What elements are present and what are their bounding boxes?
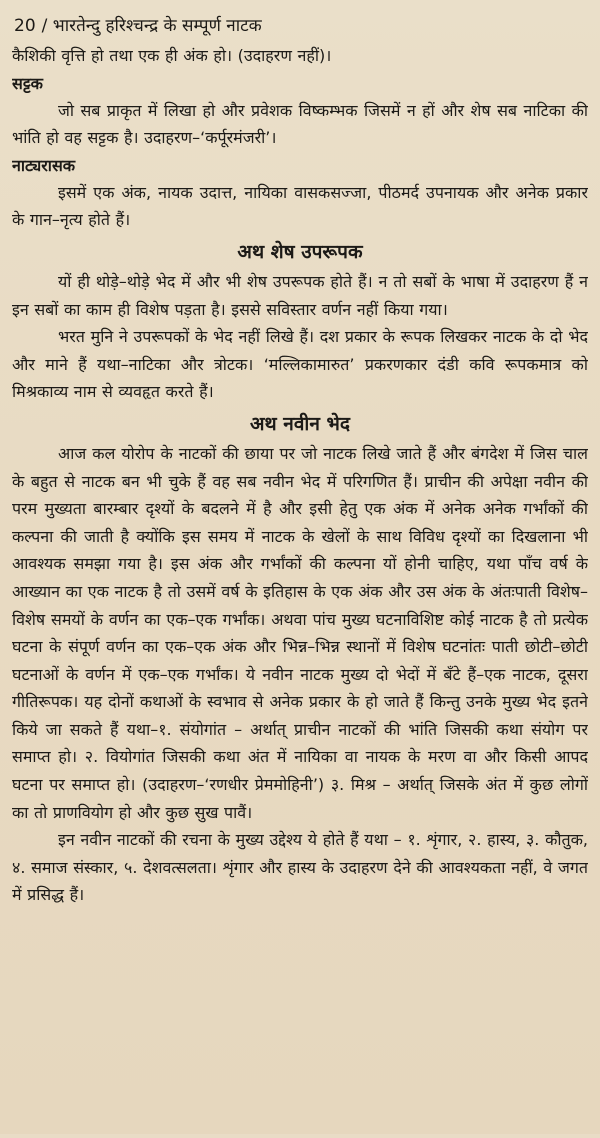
natyarasak-heading: नाट्यरासक: [12, 155, 76, 175]
intro-line: कैशिकी वृत्ति हो तथा एक ही अंक हो। (उदाहरण नहीं)।: [12, 46, 332, 65]
running-title: / भारतेन्दु हरिश्चन्द्र के सम्पूर्ण नाटक: [41, 16, 262, 36]
navin-paragraph-2: इन नवीन नाटकों की रचना के मुख्य उद्देश्य ये होते हैं यथा – १. शृंगार, २. हास्य, ३. कौतुक, ४. समाज संस्कार, ५. देशवत्सलता। शृंगार और हास्य के उदाहरण देने की आवश्यकता नहीं, वे जगत में प्रसिद्ध हैं।: [12, 830, 588, 905]
sattak-heading: सट्टक: [12, 73, 43, 93]
shesh-paragraph-2: भरत मुनि ने उपरूपकों के भेद नहीं लिखे हैं। दश प्रकार के रूपक लिखकर नाटक के दो भेद और माने हैं यथा–नाटिका और त्रोटक। ‘मल्लिकामारुत’ प्रकरणकार दंडी कवि रूपकमात्र को मिश्रकाव्य नाम से व्यवहृत करते हैं।: [12, 327, 588, 402]
section-title-navin-bhed: अथ नवीन भेद: [250, 412, 350, 435]
navin-paragraph-1: आज कल योरोप के नाटकों की छाया पर जो नाटक लिखे जाते हैं और बंगदेश में जिस चाल के बहुत से नाटक बन भी चुके हैं वह सब नवीन भेद में परिगणित हैं। प्राचीन की अपेक्षा नवीन की परम मुख्यता बारम्बार दृश्यों के बदलने में है और इसी हेतु एक अंक में अनेक अनेक गर्भांकों की कल्पना की जाती है क्योंकि इस समय में नाटक के खेलों के साथ विविध दृश्यों का दिखलाना भी आवश्यक समझा गया है। इस अंक और गर्भांकों की कल्पना यों होनी चाहिए, यथा पाँच वर्ष के आख्यान का एक नाटक है तो उसमें वर्ष के इतिहास के एक अंक और उस अंक के अंतःपाती विशेष–विशेष समयों के वर्णन का एक–एक गर्भांक। अथवा पांच मुख्य घटनाविशिष्ट कोई नाटक है तो प्रत्येक घटना के संपूर्ण वर्णन का एक–एक अंक और भिन्न–भिन्न स्थानों में विशेष घटनांतः पाती छोटी–छोटी घटनाओं के वर्णन में एक–एक गर्भांक। ये नवीन नाटक मुख्य दो भेदों में बँटे हैं–एक नाटक, दूसरा गीतिरूपक। यह दोनों कथाओं के स्वभाव से अनेक प्रकार के हो जाते हैं किन्तु उनके मुख्य भेद इतने किये जा सकते हैं यथा–१. संयोगांत – अर्थात् प्राचीन नाटकों की भांति जिसकी कथा संयोग पर समाप्त हो। २. वियोगांत जिसकी कथा अंत में नायिका वा नायक के मरण वा और किसी आपद घटना पर समाप्त हो। (उदाहरण–‘रणधीर प्रेममोहिनी’) ३. मिश्र – अर्थात् जिसके अंत में कुछ लोगों का तो प्राणवियोग हो और कुछ सुख पावैं।: [12, 443, 588, 822]
section-title-shesh-uprupak: अथ शेष उपरूपक: [237, 240, 363, 263]
shesh-paragraph-1: यों ही थोड़े–थोड़े भेद में और भी शेष उपरूपक होते हैं। न तो सबों के भाषा में उदाहरण हैं न इन सबों का काम ही विशेष पड़ता है। इससे सविस्तार वर्णन नहीं किया गया।: [12, 271, 588, 319]
page-number: 20: [14, 16, 36, 36]
running-header: [14, 14, 588, 38]
page-content: [12, 42, 588, 1138]
natyarasak-paragraph: इसमें एक अंक, नायक उदात्त, नायिका वासकसज्जा, पीठमर्द उपनायक और अनेक प्रकार के गान–नृत्य होते हैं।: [12, 182, 588, 230]
sattak-paragraph: जो सब प्राकृत में लिखा हो और प्रवेशक विष्कम्भक जिसमें न हों और शेष सब नाटिका की भांति हो वह सट्टक है। उदाहरण–‘कर्पूरमंजरी’।: [12, 100, 588, 148]
